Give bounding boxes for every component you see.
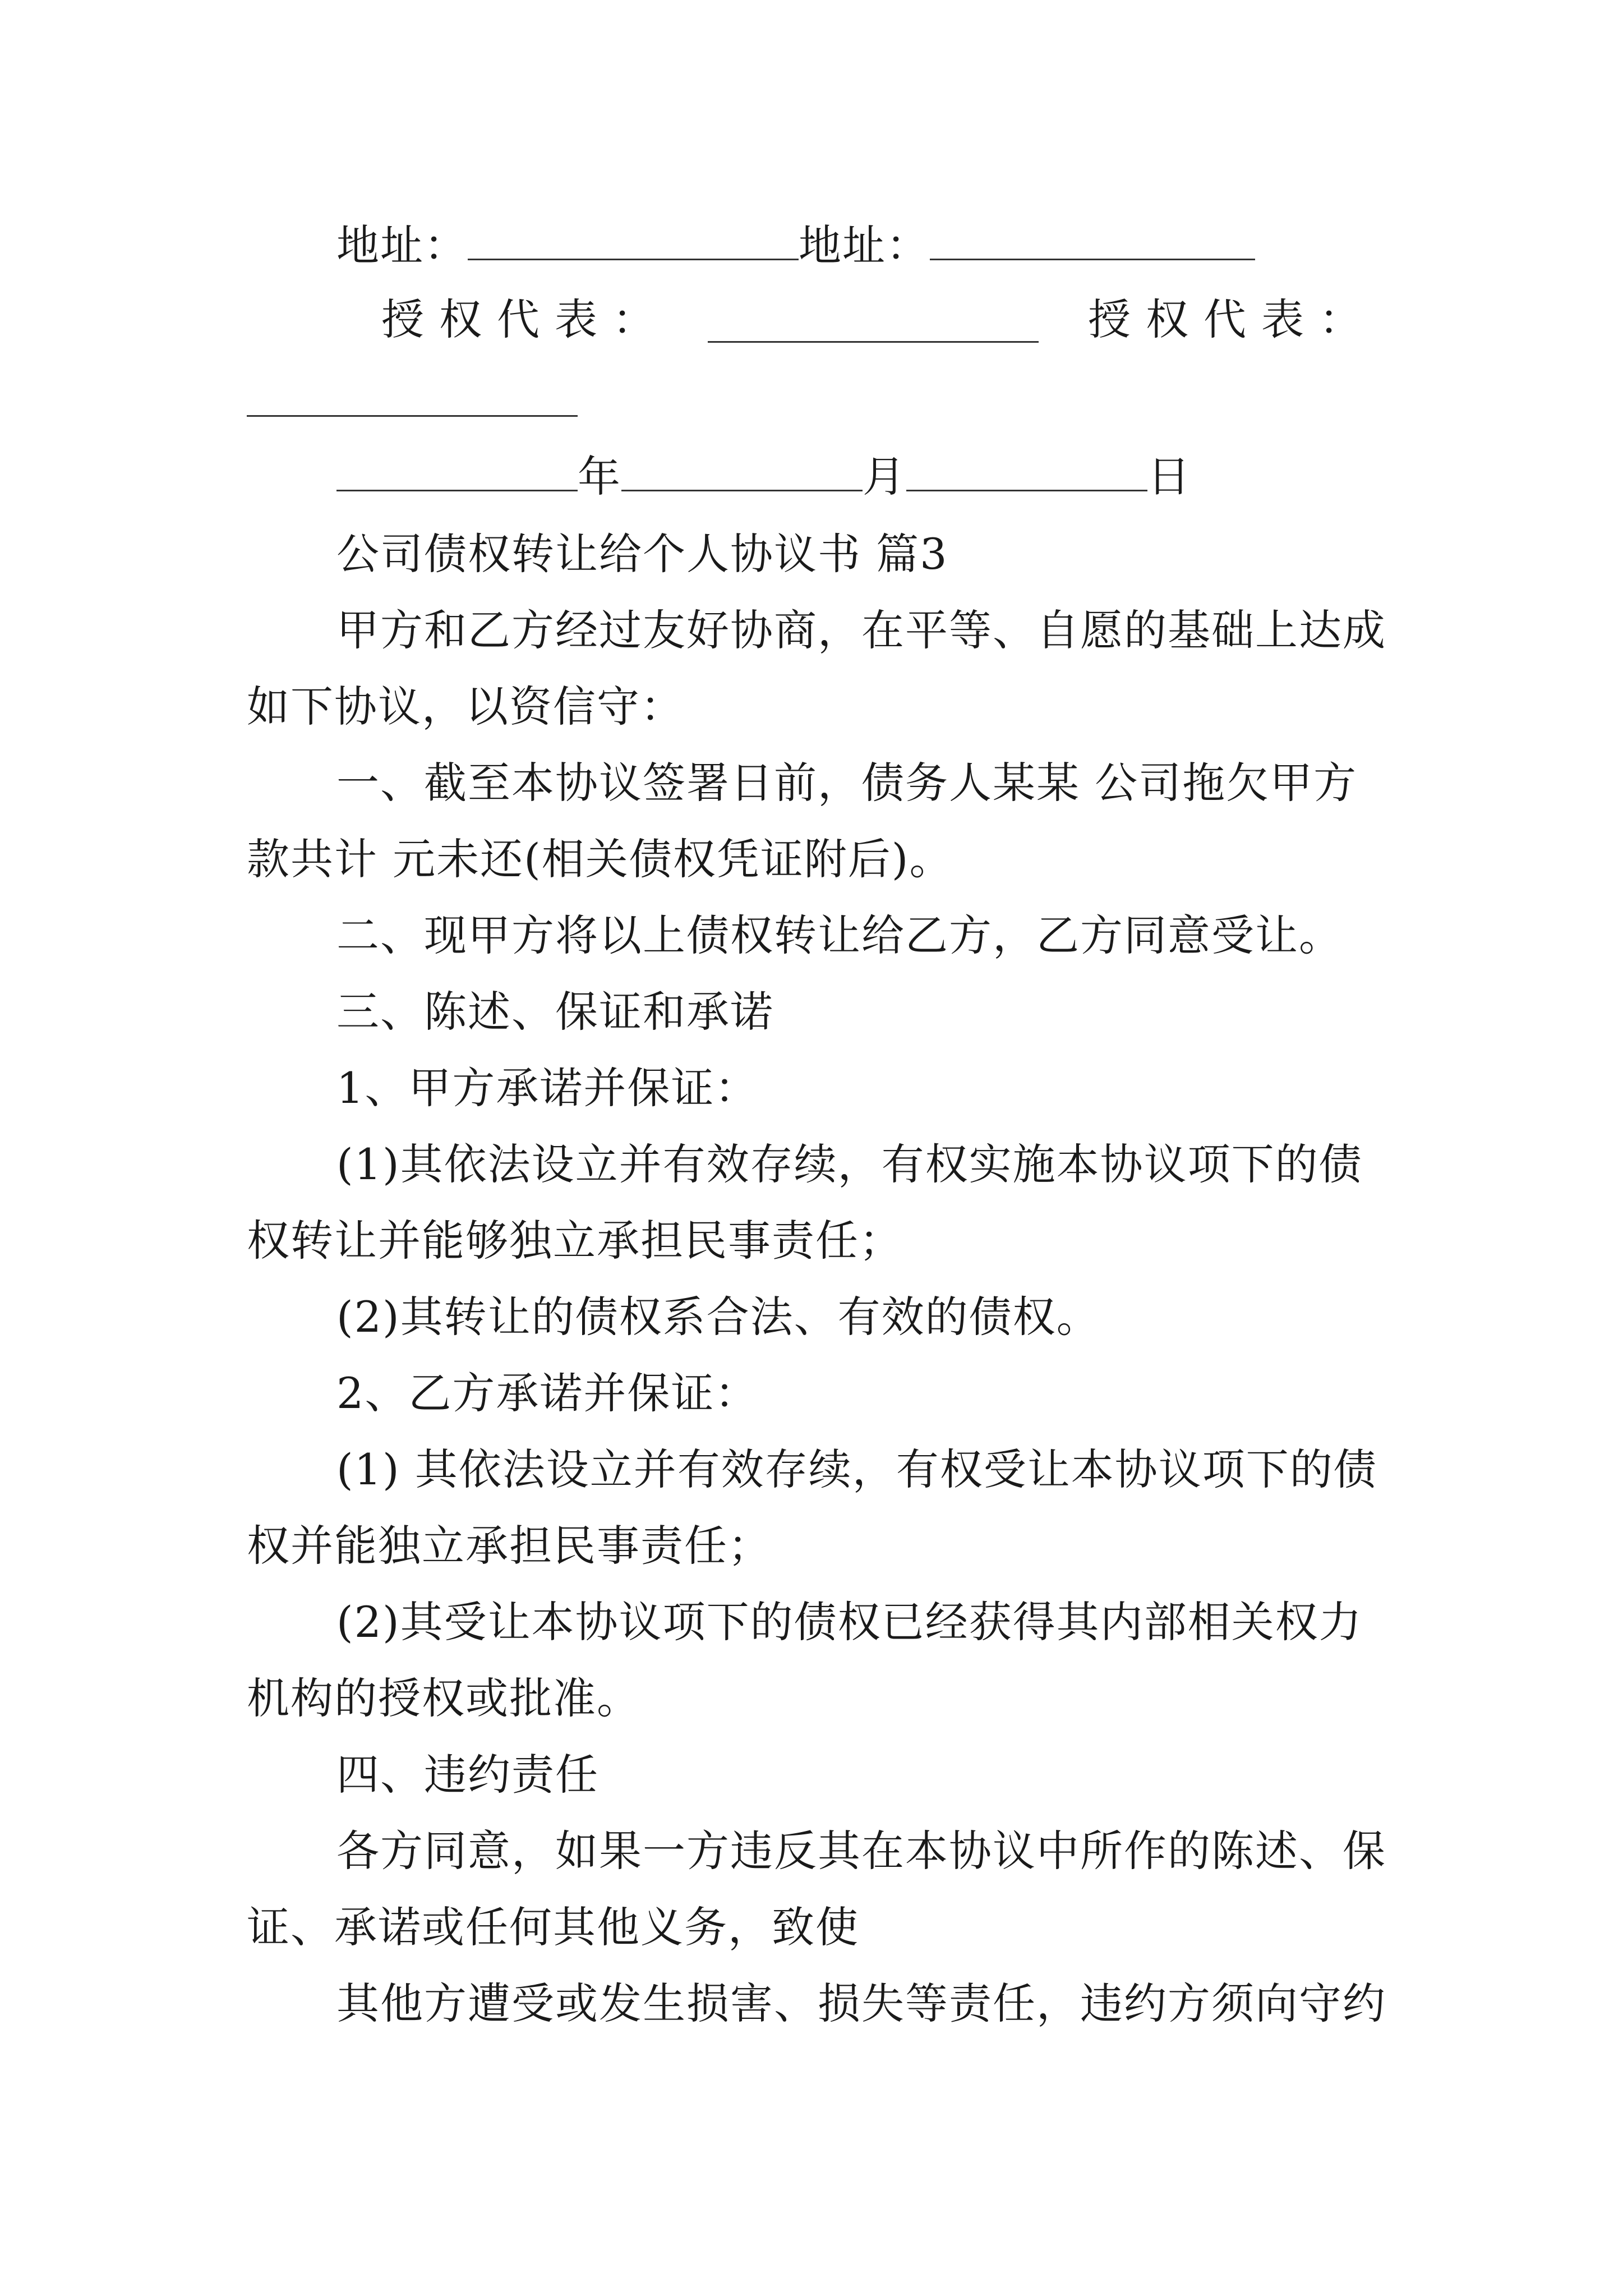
date-blank-year	[336, 490, 578, 491]
date-row	[336, 452, 1191, 501]
rep-char: 代	[1204, 295, 1247, 344]
rep-char: ：	[1319, 295, 1363, 344]
representative-row-b	[1088, 295, 1363, 344]
paragraph-line: 如下协议，以资信守：	[247, 682, 684, 731]
paragraph-line: 权转让并能够独立承担民事责任；	[247, 1216, 903, 1266]
rep-char: 授	[381, 295, 425, 344]
paragraph-line: (1) 其依法设立并有效存续，有权受让本协议项下的债	[336, 1444, 1377, 1494]
paragraph-line: 二、现甲方将以上债权转让给乙方，乙方同意受让。	[336, 910, 1343, 960]
paragraph-line: 四、违约责任	[336, 1750, 599, 1800]
paragraph-line: 机构的授权或批准。	[247, 1673, 640, 1723]
paragraph-line: 款共计 元未还(相关债权凭证附后)。	[247, 834, 953, 884]
address-label-party-b: 地址：	[799, 220, 930, 270]
rep-char: 权	[1146, 295, 1189, 344]
date-blank-day	[906, 490, 1147, 491]
paragraph-line: (1)其依法设立并有效存续，有权实施本协议项下的债	[336, 1139, 1363, 1189]
rep-char: ：	[612, 295, 656, 344]
paragraph-line: 各方同意，如果一方违反其在本协议中所作的陈述、保	[336, 1826, 1386, 1876]
rep-blank-party-a	[708, 341, 1039, 343]
address-label-party-a: 地址：	[336, 220, 468, 270]
rep-label-party-b	[1088, 295, 1363, 344]
paragraph-line: (2)其受让本协议项下的债权已经获得其内部相关权力	[336, 1597, 1363, 1647]
rep-char: 权	[439, 295, 483, 344]
rep-label-party-a	[381, 295, 656, 344]
date-day-label: 日	[1147, 452, 1191, 501]
paragraph-line: 2、乙方承诺并保证：	[336, 1368, 759, 1418]
rep-blank-party-b	[247, 415, 578, 417]
section-title: 公司债权转让给个人协议书 篇3	[336, 529, 948, 579]
paragraph-line: 三、陈述、保证和承诺	[336, 987, 774, 1037]
date-blank-month	[621, 490, 863, 491]
rep-char: 表	[555, 295, 598, 344]
date-month-label: 月	[863, 452, 906, 501]
representative-row	[381, 295, 1054, 344]
paragraph-line: 权并能独立承担民事责任；	[247, 1521, 772, 1571]
rep-char: 表	[1261, 295, 1305, 344]
paragraph-line: 1、甲方承诺并保证：	[336, 1063, 759, 1113]
rep-char: 代	[497, 295, 541, 344]
address-row	[336, 220, 1255, 270]
rep-char: 授	[1088, 295, 1132, 344]
paragraph-line: 其他方遭受或发生损害、损失等责任，违约方须向守约	[336, 1978, 1386, 2028]
date-year-label: 年	[578, 452, 621, 501]
address-blank-party-a	[468, 259, 799, 260]
address-blank-party-b	[930, 259, 1255, 260]
paragraph-line: 甲方和乙方经过友好协商，在平等、自愿的基础上达成	[336, 605, 1386, 655]
paragraph-line: (2)其转让的债权系合法、有效的债权。	[336, 1292, 1100, 1342]
paragraph-line: 证、承诺或任何其他义务，致使	[247, 1902, 859, 1952]
paragraph-line: 一、截至本协议签署日前，债务人某某 公司拖欠甲方	[336, 758, 1358, 808]
